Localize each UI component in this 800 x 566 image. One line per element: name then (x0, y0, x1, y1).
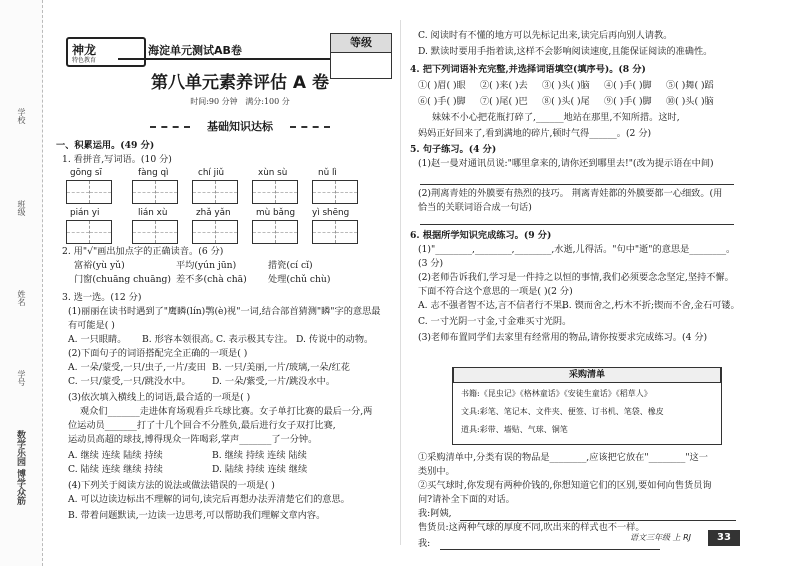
logo-text: 神龙 (72, 43, 97, 57)
q4-passage-2: 妈妈正好回来了,看到满地的碎片,顿时气得______。(2 分) (418, 128, 652, 139)
q3-1-option-d[interactable]: D. 传说中的动物。 (296, 334, 374, 345)
pinyin-3: chí jiǔ (198, 168, 225, 178)
pinyin-8: zhǎ yǎn (196, 208, 231, 218)
list-row-books: 书籍:《昆虫记》《格林童话》《安徒生童话》《稻草人》 (461, 389, 652, 398)
pinyin-1: gōng sī (70, 168, 102, 178)
q4-item-7[interactable]: ⑦( )尾( )巴 (480, 96, 528, 107)
q5-2-text: (2)荆离青娃的外膜要有热烈的技巧。 荆离青娃都的外膜要都一心细致。(用 (418, 188, 723, 199)
footer-label: 语文三年级 上 RJ (630, 533, 692, 542)
school-label: 学校 (17, 108, 26, 124)
list-row-props: 道具:彩带、墙贴、气球、铜笔 (461, 425, 568, 434)
write-box[interactable] (66, 220, 112, 244)
q5-2-text-2: 恰当的关联词语合成一句话) (418, 202, 532, 213)
student-id-label: 学号 (17, 370, 26, 386)
exam-meta (140, 96, 340, 107)
pinyin-7: lián xù (138, 208, 168, 218)
q4-item-5[interactable]: ⑤( )舞( )蹈 (666, 80, 714, 91)
section-rule-right (290, 126, 330, 128)
q6-2-text-2: 下面不符合这个意思的一项是( )(2 分) (418, 286, 573, 297)
dialog-me-2: 我: (418, 538, 431, 549)
q6-3-2-text-2: 问?请补全下面的对话。 (418, 494, 515, 505)
q4-item-2[interactable]: ②( )来( )去 (480, 80, 528, 91)
section-rule-left (150, 126, 190, 128)
q3-4-option-d[interactable]: D. 默读时要用手指着读,这样不会影响阅读速度,且能保证阅读的准确性。 (418, 46, 713, 57)
q3-1-text: (1)丽丽在读书时遇到了"鹰瞵(lín)鹗(è)视"一词,结合部首猜测"瞵"字的意思最 (68, 306, 381, 317)
q2-item-5[interactable]: 差不多(chà chā) (176, 274, 247, 285)
write-box[interactable] (252, 220, 298, 244)
q6-prompt: 6. 根据所学知识完成练习。(9 分) (410, 230, 552, 241)
pinyin-6: pián yi (70, 208, 100, 218)
q3-3-passage-3: 运动员高超的球技,博得现众一阵喝彩,掌声_______了一分钟。 (68, 434, 318, 445)
q3-3-option-b[interactable]: B. 继续 持续 连续 陆续 (212, 450, 307, 461)
q4-item-6[interactable]: ⑥( )手( )脚 (418, 96, 466, 107)
q6-2-option-b[interactable]: B. 锲而舍之,朽木不折;锲而不舍,金石可镂。 (562, 300, 740, 311)
q3-4-option-c[interactable]: C. 阅读时有不懂的地方可以先标记出来,读完后再向别人请教。 (418, 30, 673, 41)
q3-3-text: (3)依次填入横线上的词语,最合适的一项是( ) (68, 392, 251, 403)
answer-line[interactable] (460, 520, 736, 521)
q3-3-option-d[interactable]: D. 陆续 持续 连续 继续 (212, 464, 308, 475)
page-divider (400, 20, 401, 545)
q6-2-text: (2)老师告诉我们,学习是一件持之以恒的事情,我们必须要念念坚定,坚持不懈。 (418, 272, 734, 283)
q3-1-option-c[interactable]: C. 表示极其专注。 (216, 334, 293, 345)
page-title: 第八单元素养评估 A 卷 (151, 73, 329, 93)
q3-1-option-a[interactable]: A. 一只眼睛。 (68, 334, 127, 345)
q3-2-option-b[interactable]: B. 一只/美丽,一片/玻璃,一朵/红花 (212, 362, 350, 373)
sidebar-motto: 数学乐园 博学众筋 (15, 430, 25, 506)
write-box[interactable] (312, 180, 358, 204)
logo-badge: 特色教育 (72, 57, 97, 64)
q3-2-option-d[interactable]: D. 一朵/紫受,一片/跳没水中。 (212, 376, 336, 387)
q3-3-passage-2: 位运动员_______打了十几个回合不分胜负,最后进行女子双打比赛, (68, 420, 336, 431)
series-banner (118, 40, 358, 60)
q3-4-option-a[interactable]: A. 可以边读边标出不理解的词句,读完后再想办法弄清楚它们的意思。 (68, 494, 350, 505)
q3-prompt: 3. 选一选。(12 分) (62, 292, 142, 303)
q4-item-8[interactable]: ⑧( )头( )尾 (542, 96, 590, 107)
q4-item-3[interactable]: ③( )头( )脑 (542, 80, 590, 91)
q3-4-text: (4)下列关于阅读方法的说法或做法错误的一项是( ) (68, 480, 275, 491)
dialog-seller: 售货员:这两种气球的厚度不同,吹出来的样式也不一样。 (418, 522, 645, 533)
q4-prompt: 4. 把下列词语补充完整,并选择词语填空(填序号)。(8 分) (410, 64, 646, 75)
q4-item-1[interactable]: ①( )眉( )眼 (418, 80, 466, 91)
dialog-me-1: 我:阿姨, (418, 508, 452, 519)
q3-3-passage-1: 观众们_______走进体育场观看乒乓球比赛。女子单打比赛的最后一分,两 (80, 406, 373, 417)
write-box[interactable] (132, 220, 178, 244)
class-label: 班级 (17, 200, 26, 216)
answer-line[interactable] (420, 184, 734, 185)
q3-2-option-c[interactable]: C. 一只/蒙受,一只/跳没水中。 (68, 376, 191, 387)
q6-3-text: (3)老师布置同学们去家里有经常用的物品,请你按要求完成练习。(4 分) (418, 332, 708, 343)
write-box[interactable] (192, 180, 238, 204)
q3-3-option-c[interactable]: C. 陆续 连续 继续 持续 (68, 464, 163, 475)
q3-4-option-b[interactable]: B. 带着问题默读,一边读一边思考,可以帮助我们理解文章内容。 (68, 510, 326, 521)
answer-line[interactable] (420, 224, 734, 225)
q5-1-text: (1)赵一曼对通讯员说:"哪里拿来的,请你还到哪里去!"(改为提示语在中间) (418, 158, 714, 169)
q2-item-6[interactable]: 处理(chǔ chù) (268, 274, 331, 285)
q1-prompt: 1. 看拼音,写词语。(10 分) (62, 154, 172, 165)
q6-1-text: (1)"________,________,________,水逝,儿得活。"句中"逝"的意思是________。 (418, 244, 736, 255)
q4-passage-1: 妹妹不小心把花瓶打碎了,______地站在那里,不知所措。这时, (432, 112, 680, 123)
q6-3-2-text: ②买气球时,你发现有两种价钱的,你想知道它们的区别,要如何向售货员询 (418, 480, 712, 491)
pinyin-5: nǔ lì (318, 168, 337, 178)
q6-2-option-a[interactable]: A. 志不强者智不达,言不信者行不果。 (418, 300, 572, 311)
q2-prompt: 2. 用"√"画出加点字的正确读音。(6 分) (62, 246, 224, 257)
write-box[interactable] (66, 180, 112, 204)
pinyin-4: xùn sù (258, 168, 288, 178)
section-title-bar (150, 118, 330, 134)
write-box[interactable] (132, 180, 178, 204)
answer-line[interactable] (440, 549, 660, 550)
write-box[interactable] (252, 180, 298, 204)
q3-3-option-a[interactable]: A. 继续 连续 陆续 持续 (68, 450, 163, 461)
shopping-list-title: 采购清单 (453, 367, 721, 383)
write-box[interactable] (312, 220, 358, 244)
q6-2-option-c[interactable]: C. 一寸光阴一寸金,寸金难买寸光阴。 (418, 316, 572, 327)
grade-label: 等级 (331, 34, 391, 53)
shopping-list-box (452, 367, 722, 445)
full-score: 满分:100 分 (245, 97, 290, 106)
q3-1-option-b[interactable]: B. 形容本领很高。 (142, 334, 219, 345)
pinyin-10: yì shēng (312, 208, 350, 218)
section-title: 基础知识达标 (207, 120, 273, 133)
time-limit: 时间:90 分钟 (190, 97, 238, 106)
q3-2-option-a[interactable]: A. 一朵/蒙受,一只/虫子,一片/麦田 (68, 362, 206, 373)
q4-item-9[interactable]: ⑨( )手( )脚 (604, 96, 652, 107)
q2-item-3[interactable]: 措瓷(cí cǐ) (268, 260, 313, 271)
q4-item-4[interactable]: ④( )手( )脚 (604, 80, 652, 91)
q2-item-2[interactable]: 平均(yún jūn) (176, 260, 237, 271)
q6-3-1-text: ①采购清单中,分类有误的物品是________,应该把它放在"________"这一 (418, 452, 708, 463)
q3-1-text-2: 有可能是( ) (68, 320, 115, 331)
list-row-stationery: 文具:彩笔、笔记本、文件夹、便签、订书机、笔袋、橡皮 (461, 407, 664, 416)
q2-item-1[interactable]: 富裕(yù yǔ) (74, 260, 125, 271)
q2-item-4[interactable]: 门窗(chuāng chuāng) (74, 274, 171, 285)
series-name: 海淀单元测试AB卷 (148, 44, 242, 57)
write-box[interactable] (192, 220, 238, 244)
q6-3-1-text-2: 类别中。 (418, 466, 455, 477)
name-label: 姓名 (17, 290, 26, 306)
binding-strip (0, 0, 43, 566)
pinyin-9: mù bǎng (256, 208, 296, 218)
part1-heading: 一、积累运用。(49 分) (56, 140, 155, 151)
pinyin-2: fàng qì (138, 168, 169, 178)
q3-2-text: (2)下面句子的词语搭配完全正确的一项是( ) (68, 348, 248, 359)
q4-item-10[interactable]: ⑩( )头( )脑 (666, 96, 714, 107)
q5-prompt: 5. 句子练习。(4 分) (410, 144, 497, 155)
q6-1-score: (3 分) (418, 258, 444, 269)
page-number: 33 (708, 530, 740, 546)
